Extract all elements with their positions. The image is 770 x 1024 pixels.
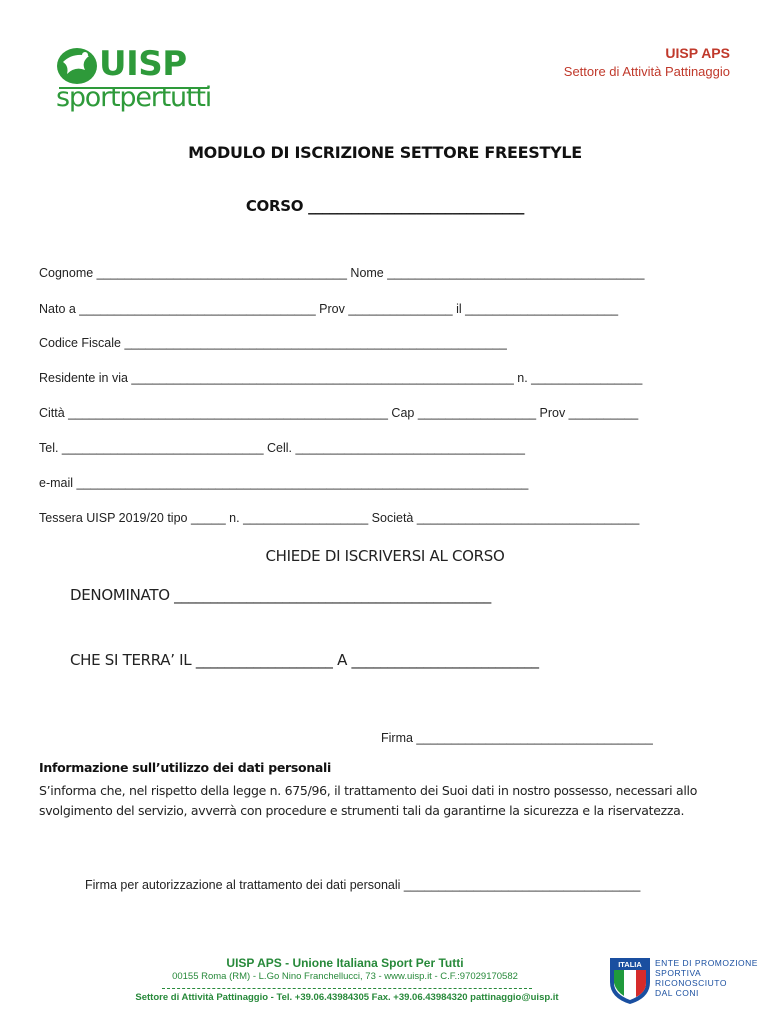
header-sector: Settore di Attività Pattinaggio [563, 64, 730, 79]
firma-privacy-field[interactable]: Firma per autorizzazione al trattamento dei dati personali __________________________________ [85, 878, 641, 892]
request-heading: CHIEDE DI ISCRIVERSI AL CORSO [265, 547, 505, 565]
telefono-field[interactable]: Tel. _____________________________ Cell. _________________________________ [39, 441, 525, 455]
coni-recognition-text: ENTE DI PROMOZIONE SPORTIVA RICONOSCIUTO DAL CONI [655, 958, 758, 998]
tessera-field[interactable]: Tessera UISP 2019/20 tipo _____ n. __________________ Società ________________________________ [39, 511, 640, 525]
codice-fiscale-field[interactable]: Codice Fiscale _______________________________________________________ [39, 336, 507, 350]
header-org: UISP APS [665, 45, 730, 61]
footer-org: UISP APS - Unione Italiana Sport Per Tutti [226, 956, 464, 970]
uisp-logo [55, 44, 215, 124]
footer-address: 00155 Roma (RM) - L.Go Nino Franchellucci, 73 - www.uisp.it - C.F.:97029170582 [172, 971, 518, 982]
coni-shield-label: ITALIA [618, 960, 642, 969]
privacy-heading: Informazione sull’utilizzo dei dati personali [39, 760, 332, 775]
footer-contacts: Settore di Attività Pattinaggio - Tel. +39.06.43984305 Fax. +39.06.43984320 pattinaggio@uisp.it [135, 992, 559, 1003]
footer-divider [162, 988, 532, 989]
globe-runner-icon [55, 46, 101, 86]
form-title: MODULO DI ISCRIZIONE SETTORE FREESTYLE [188, 143, 582, 162]
nascita-field[interactable]: Nato a __________________________________ Prov _______________ il ______________________ [39, 302, 619, 316]
logo-tagline: sportpertutti [56, 82, 212, 113]
corso-field[interactable]: CORSO ______________________________ [245, 197, 525, 215]
coni-shield-icon [608, 956, 652, 1006]
email-field[interactable]: e-mail _________________________________________________________________ [39, 476, 529, 490]
luogo-data-field[interactable]: CHE SI TERRA’ IL ___________________ A __________________________ [70, 651, 539, 669]
residenza-field[interactable]: Residente in via _______________________________________________________ n. ________________ [39, 371, 643, 385]
logo-wordmark: UISP [99, 44, 187, 84]
citta-field[interactable]: Città ______________________________________________ Cap _________________ Prov __________ [39, 406, 639, 420]
cognome-nome-field[interactable]: Cognome ____________________________________ Nome _____________________________________ [39, 266, 645, 280]
firma-field[interactable]: Firma __________________________________ [381, 731, 653, 745]
denominato-field[interactable]: DENOMINATO ____________________________________________ [70, 586, 491, 604]
privacy-text: S’informa che, nel rispetto della legge n. 675/96, il trattamento dei Suoi dati in nostro possesso, necessari allo svolgimento del servizio, avverrà con procedure e strumenti tali da garantirne la sicurezza e la riservatezza. [39, 783, 698, 818]
